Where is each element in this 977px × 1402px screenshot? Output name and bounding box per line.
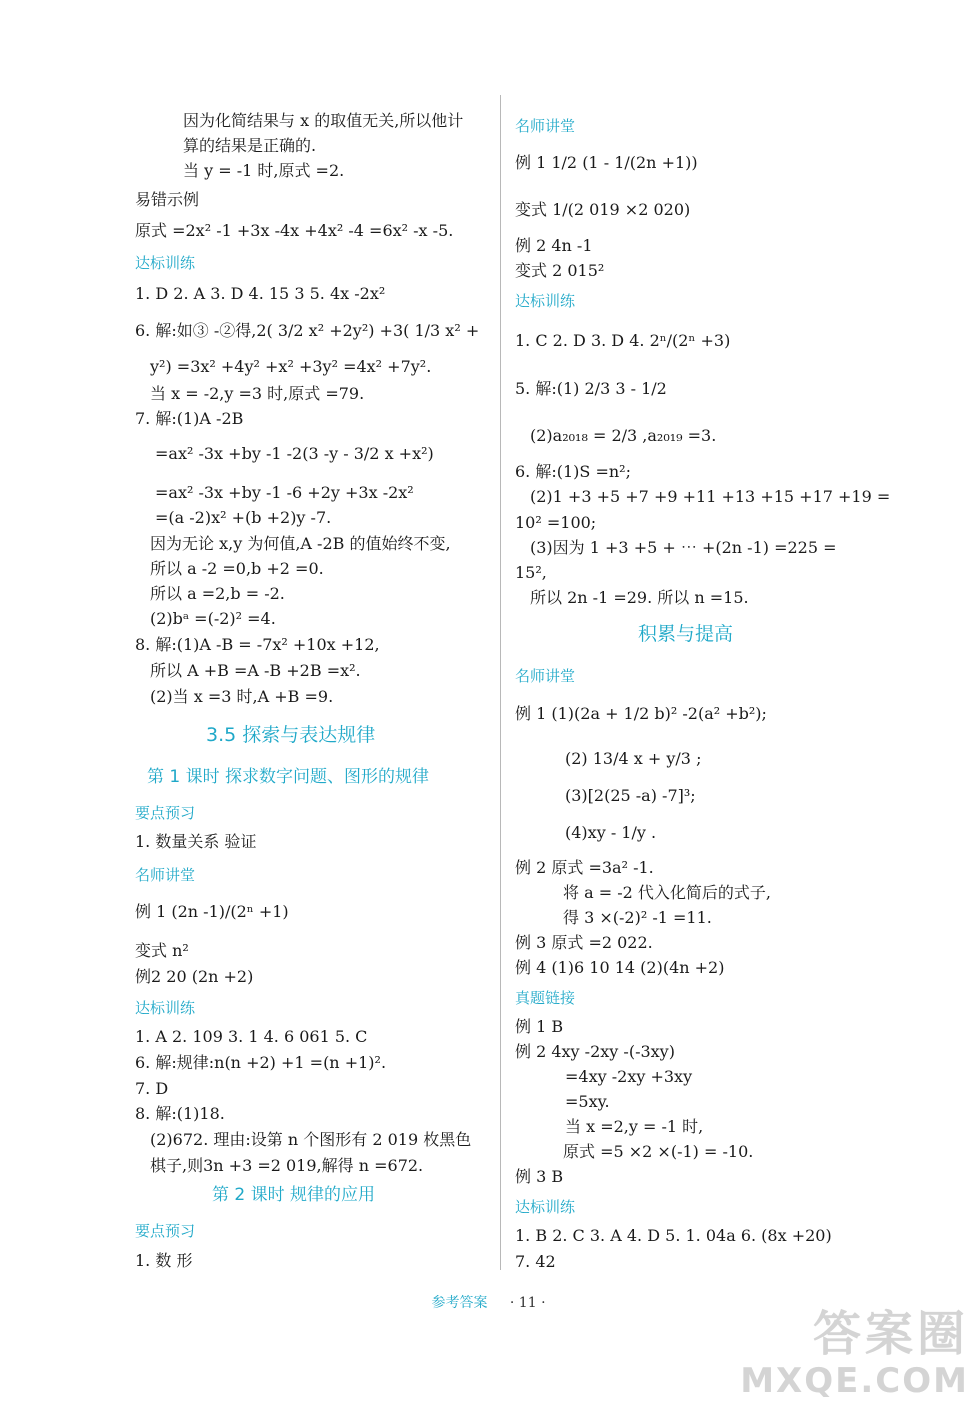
answer-line: 变式 2 015² — [515, 261, 605, 280]
answer-line: 1. C 2. D 3. D 4. 2ⁿ/(2ⁿ +3) — [515, 331, 731, 350]
answer-line: =ax² -3x +by -1 -2(3 -y - 3/2 x +x²) — [155, 444, 434, 463]
answer-line: 7. 解:(1)A -2B — [135, 409, 244, 428]
answer-line: 8. 解:(1)A -B = -7x² +10x +12, — [135, 635, 380, 654]
section-heading: 积累与提高 — [638, 623, 734, 645]
answer-line: 例 2 4n -1 — [515, 236, 593, 255]
answer-line: (2)当 x =3 时,A +B =9. — [150, 687, 334, 706]
answer-line: 当 y = -1 时,原式 =2. — [183, 161, 345, 180]
answer-line: 例2 20 (2n +2) — [135, 967, 254, 986]
section-label: 名师讲堂 — [515, 117, 576, 135]
section-label: 名师讲堂 — [135, 866, 196, 884]
answer-line: 7. 42 — [515, 1252, 556, 1271]
answer-line: 例 4 (1)6 10 14 (2)(4n +2) — [515, 958, 725, 977]
answer-line: 1. A 2. 109 3. 1 4. 6 061 5. C — [135, 1027, 368, 1046]
answer-line: 例 3 B — [515, 1167, 564, 1186]
answer-line: =ax² -3x +by -1 -6 +2y +3x -2x² — [155, 483, 414, 502]
answer-line: 1. 数量关系 验证 — [135, 832, 257, 851]
answer-line: 因为无论 x,y 为何值,A -2B 的值始终不变, — [150, 534, 451, 553]
answer-line: 5. 解:(1) 2/3 3 - 1/2 — [515, 379, 667, 398]
answer-line: 8. 解:(1)18. — [135, 1104, 225, 1123]
section-heading: 第 1 课时 探求数字问题、图形的规律 — [147, 767, 430, 787]
answer-line: 例 1 1/2 (1 - 1/(2n +1)) — [515, 153, 698, 172]
answer-line: 例 1 (1)(2a + 1/2 b)² -2(a² +b²); — [515, 704, 767, 723]
section-label: 达标训练 — [135, 254, 196, 272]
answer-line: (2) 13/4 x + y/3 ; — [565, 749, 702, 768]
answer-line: 例 1 B — [515, 1017, 564, 1036]
answer-line: 因为化简结果与 x 的取值无关,所以他计 — [183, 111, 464, 130]
answer-line: 易错示例 — [135, 190, 200, 209]
answer-line: 6. 解:规律:n(n +2) +1 =(n +1)². — [135, 1053, 387, 1072]
answer-line: 6. 解:如③ -②得,2( 3/2 x² +2y²) +3( 1/3 x² + — [135, 321, 480, 340]
answer-line: y²) =3x² +4y² +x² +3y² =4x² +7y². — [150, 357, 432, 376]
page-number: · 11 · — [509, 1295, 546, 1311]
answer-line: 所以 a =2,b = -2. — [150, 584, 285, 603]
answer-line: 当 x =2,y = -1 时, — [565, 1117, 704, 1136]
section-label: 名师讲堂 — [515, 667, 576, 685]
answer-line: 10² =100; — [515, 513, 597, 532]
answer-line: 15², — [515, 563, 547, 582]
column-divider — [500, 95, 501, 1270]
answer-line: (2)a₂₀₁₈ = 2/3 ,a₂₀₁₉ =3. — [530, 426, 717, 445]
answer-line: 变式 n² — [135, 941, 189, 960]
answer-line: 6. 解:(1)S =n²; — [515, 462, 631, 481]
answer-line: (2)672. 理由:设第 n 个图形有 2 019 枚黑色 — [150, 1130, 472, 1149]
section-label: 要点预习 — [135, 1222, 196, 1240]
answer-line: (2)1 +3 +5 +7 +9 +11 +13 +15 +17 +19 = — [530, 487, 891, 506]
answer-line: (4)xy - 1/y . — [565, 823, 657, 842]
answer-line: 得 3 ×(-2)² -1 =11. — [563, 908, 712, 927]
answer-line: =4xy -2xy +3xy — [565, 1067, 693, 1086]
answer-line: (3)因为 1 +3 +5 + ⋯ +(2n -1) =225 = — [530, 538, 837, 557]
section-label: 真题链接 — [515, 989, 576, 1007]
answer-line: (2)bᵃ =(-2)² =4. — [150, 609, 276, 628]
answer-line: 当 x = -2,y =3 时,原式 =79. — [150, 384, 365, 403]
section-label: 达标训练 — [135, 999, 196, 1017]
watermark-logo — [740, 1306, 969, 1401]
section-heading: 3.5 探索与表达规律 — [206, 724, 376, 746]
answer-line: 1. D 2. A 3. D 4. 15 3 5. 4x -2x² — [135, 284, 386, 303]
section-label: 达标训练 — [515, 1198, 576, 1216]
watermark-line2: MXQE.COM — [740, 1361, 969, 1401]
answer-line: 变式 1/(2 019 ×2 020) — [515, 200, 691, 219]
answer-line: =5xy. — [565, 1092, 610, 1111]
section-label: 达标训练 — [515, 292, 576, 310]
answer-line: 例 3 原式 =2 022. — [515, 933, 653, 952]
answer-line: 所以 A +B =A -B +2B =x². — [150, 661, 361, 680]
answer-line: 7. D — [135, 1079, 169, 1098]
answer-line: 原式 =5 ×2 ×(-1) = -10. — [563, 1142, 754, 1161]
answer-line: 所以 2n -1 =29. 所以 n =15. — [530, 588, 749, 607]
answer-line: 1. 数 形 — [135, 1251, 193, 1270]
answer-line: (3)[2(25 -a) -7]³; — [565, 786, 696, 805]
answer-line: 棋子,则3n +3 =2 019,解得 n =672. — [150, 1156, 424, 1175]
footer-label: 参考答案 — [431, 1295, 488, 1311]
answer-line: 例 2 4xy -2xy -(-3xy) — [515, 1042, 675, 1061]
answer-line: 例 1 (2n -1)/(2ⁿ +1) — [135, 902, 289, 921]
answer-line: 原式 =2x² -1 +3x -4x +4x² -4 =6x² -x -5. — [135, 221, 454, 240]
answer-line: 所以 a -2 =0,b +2 =0. — [150, 559, 324, 578]
answer-line: 算的结果是正确的. — [183, 136, 317, 155]
answer-line: 1. B 2. C 3. A 4. D 5. 1. 04a 6. (8x +20) — [515, 1226, 832, 1245]
section-heading: 第 2 课时 规律的应用 — [212, 1185, 376, 1205]
answer-line: 将 a = -2 代入化简后的式子, — [563, 883, 771, 902]
answer-line: =(a -2)x² +(b +2)y -7. — [155, 508, 332, 527]
section-label: 要点预习 — [135, 804, 196, 822]
answer-line: 例 2 原式 =3a² -1. — [515, 858, 654, 877]
watermark-line1: 答案圈 — [812, 1306, 969, 1362]
